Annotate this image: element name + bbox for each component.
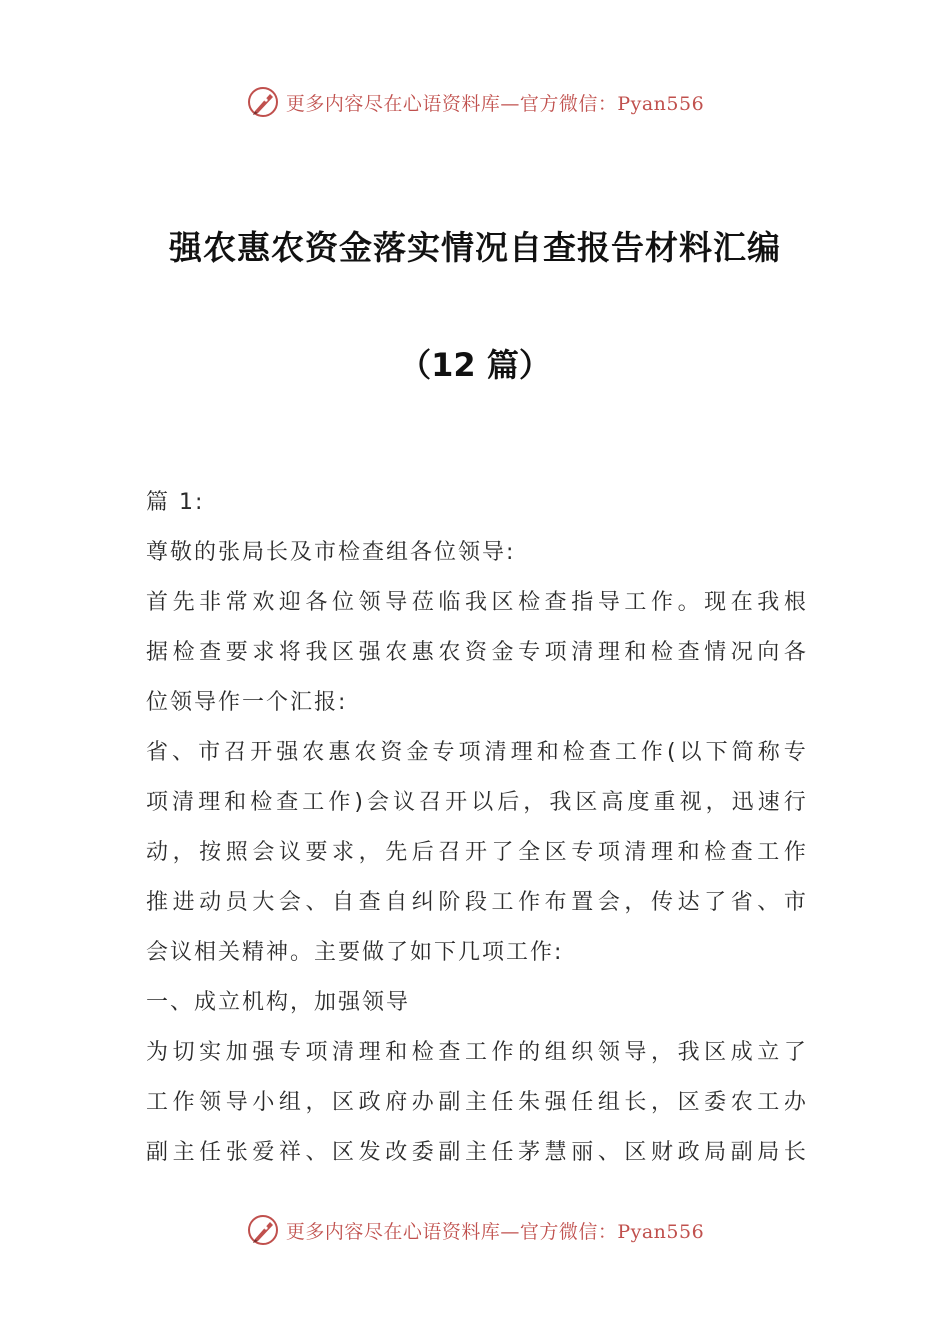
body-line: 位领导作一个汇报: bbox=[146, 690, 348, 715]
body-line: 动 ， 按 照 会 议 要 求 ， 先 后 召 开 了 全 区 专 项 清 理 和 检 查 工 作 bbox=[146, 840, 806, 865]
body-line: 推 进 动 员 大 会 、 自 查 自 纠 阶 段 工 作 布 置 会 ， 传 达 了 省 、 市 bbox=[146, 890, 806, 915]
pen-logo-icon bbox=[246, 85, 280, 119]
body-line: 据 检 查 要 求 将 我 区 强 农 惠 农 资 金 专 项 清 理 和 检 查 情 况 向 各 bbox=[146, 640, 806, 665]
body-line: 尊敬的张局长及市检查组各位领导: bbox=[146, 540, 516, 565]
body-line: 省 、 市 召 开 强 农 惠 农 资 金 专 项 清 理 和 检 查 工 作 ( 以 下 简 称 专 bbox=[146, 740, 806, 765]
header-banner bbox=[0, 82, 950, 122]
pen-logo-icon bbox=[246, 1213, 280, 1247]
body-line: 工 作 领 导 小 组 ， 区 政 府 办 副 主 任 朱 强 任 组 长 ， 区 委 农 工 办 bbox=[146, 1090, 806, 1115]
document-subtitle: （12 篇） bbox=[399, 346, 551, 384]
footer-banner-text: 更多内容尽在心语资料库—官方微信：Pyan556 bbox=[285, 1220, 705, 1243]
body-line: 一、成立机构，加强领导 bbox=[146, 990, 411, 1015]
body-line: 首 先 非 常 欢 迎 各 位 领 导 莅 临 我 区 检 查 指 导 工 作 。 现 在 我 根 bbox=[146, 590, 806, 615]
body-line: 为 切 实 加 强 专 项 清 理 和 检 查 工 作 的 组 织 领 导 ， 我 区 成 立 了 bbox=[146, 1040, 806, 1065]
body-line: 篇 1: bbox=[146, 490, 205, 515]
footer-banner bbox=[0, 1210, 950, 1250]
document-title: 强农惠农资金落实情况自查报告材料汇编 bbox=[169, 228, 781, 267]
body-line: 项 清 理 和 检 查 工 作 ) 会 议 召 开 以 后 ， 我 区 高 度 重 视 ， 迅 速 行 bbox=[146, 790, 806, 815]
document-body bbox=[146, 478, 806, 1178]
header-banner-text: 更多内容尽在心语资料库—官方微信：Pyan556 bbox=[285, 92, 705, 115]
body-line: 副 主 任 张 爱 祥 、 区 发 改 委 副 主 任 茅 慧 丽 、 区 财 政 局 副 局 长 bbox=[146, 1140, 806, 1165]
body-line: 会议相关精神。主要做了如下几项工作: bbox=[146, 940, 564, 965]
